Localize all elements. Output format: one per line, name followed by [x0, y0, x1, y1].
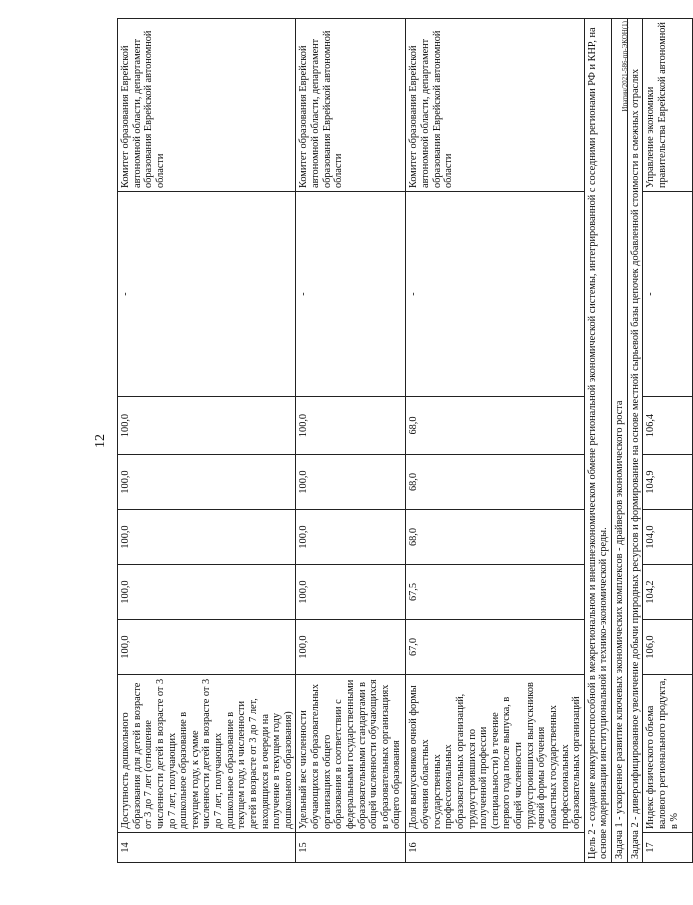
task-row: [627, 19, 643, 863]
indicator-value: 68,0: [406, 455, 584, 510]
table-row: [406, 19, 584, 863]
table-row: [643, 19, 693, 863]
responsible-executor: Управление экономики правительства Еврейской автономной: [643, 19, 693, 192]
indicator-value: 100,0: [118, 620, 296, 675]
indicator-name: Удельный вес численности обучающихся в образовательных организациях общего образования в соответствии с федеральными государственными образовательными стандартами в общей численности обучающихся в образовательных организациях общего образования: [296, 675, 406, 833]
responsible-executor: Комитет образования Еврейской автономной области, департамент образования Еврейской автономной области: [296, 19, 406, 192]
goal-row: [584, 19, 611, 863]
indicator-value: 100,0: [118, 510, 296, 565]
indicator-value: 100,0: [296, 455, 406, 510]
indicator-note: -: [406, 192, 584, 397]
page-number: 12: [93, 434, 108, 448]
responsible-executor: Комитет образования Еврейской автономной области, департамент образования Еврейской автономной области: [118, 19, 296, 192]
row-number: 14: [118, 833, 296, 863]
indicator-value: 106,4: [643, 397, 693, 455]
row-number: 16: [406, 833, 584, 863]
row-number: 15: [296, 833, 406, 863]
indicator-value: 100,0: [118, 397, 296, 455]
indicator-value: 100,0: [296, 510, 406, 565]
indicator-value: 100,0: [296, 397, 406, 455]
indicator-name: Индекс физического объема валового регионального продукта, в %: [643, 675, 693, 833]
indicators-table: [117, 18, 693, 863]
file-identifier: Ипатин/2021-586-пп-ЭКОН(1): [621, 21, 629, 112]
indicator-name: Доступность дошкольного образования для детей в возрасте от 3 до 7 лет (отношение численности детей в возрасте от 3 до 7 лет, получающих дошкольное образование в текущем году, к сумме численности детей в возрасте от 3 до 7 лет, получающих дошкольное образование в текущем году, и численности детей в возрасте от 3 до 7 лет, находящихся в очереди на получение в текущем году дошкольного образования): [118, 675, 296, 833]
indicator-note: -: [118, 192, 296, 397]
responsible-executor: Комитет образования Еврейской автономной области, департамент образования Еврейской автономной области: [406, 19, 584, 192]
row-number: 17: [643, 833, 693, 863]
indicator-note: -: [643, 192, 693, 397]
table-row: [296, 19, 406, 863]
indicator-value: 104,9: [643, 455, 693, 510]
indicator-value: 67,5: [406, 565, 584, 620]
indicator-value: 100,0: [118, 565, 296, 620]
indicator-value: 100,0: [296, 565, 406, 620]
indicator-value: 100,0: [296, 620, 406, 675]
task-row: [612, 19, 628, 863]
indicator-value: 68,0: [406, 510, 584, 565]
task-text: Задача 1 - ускоренное развитие ключевых экономических комплексов - драйверов экономического роста: [612, 19, 628, 863]
indicator-value: 104,2: [643, 565, 693, 620]
indicator-value: 68,0: [406, 397, 584, 455]
rotated-landscape-sheet: [78, 19, 680, 863]
indicator-value: 67,0: [406, 620, 584, 675]
indicator-name: Доля выпускников очной формы обучения областных государственных профессиональных образовательных организаций, трудоустроившихся по полученной профессии (специальности) в течение первого года после выпуска, в общей численности трудоустроившихся выпускников очной формы обучения областных государственных профессиональных образовательных организаций: [406, 675, 584, 833]
indicator-value: 104,0: [643, 510, 693, 565]
goal-text: Цель 2 - создание конкурентоспособной в межрегиональном и внешнеэкономическом обмене региональной экономической системы, интегрированной с соседними регионами РФ и КНР, на основе модернизации институциональной и технико-экономической среды.: [584, 19, 611, 863]
table-row: [118, 19, 296, 863]
indicator-value: 100,0: [118, 455, 296, 510]
indicator-value: 106,0: [643, 620, 693, 675]
task-text: Задача 2 - диверсифицированное увеличение добычи природных ресурсов и формирование на основе местной сырьевой базы цепочек добавленной стоимости в смежных отраслях: [627, 19, 643, 863]
indicator-note: -: [296, 192, 406, 397]
